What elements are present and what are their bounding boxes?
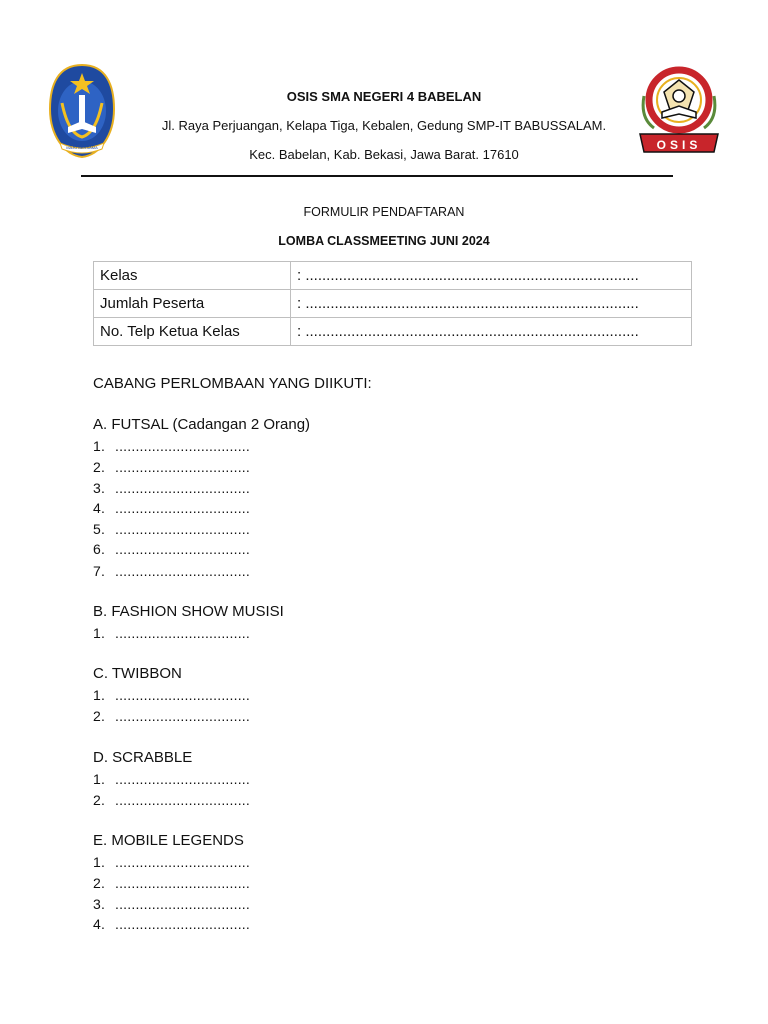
list-item[interactable]: 2. ................................. — [93, 875, 250, 891]
list-item[interactable]: 7. ................................. — [93, 563, 250, 579]
table-label-no-telp: No. Telp Ketua Kelas — [94, 318, 291, 346]
list-item[interactable]: 1. ................................. — [93, 625, 250, 641]
list-item[interactable]: 2. ................................. — [93, 708, 250, 724]
table-field-kelas[interactable]: : ................................................................................ — [291, 262, 692, 290]
address-line-2: Kec. Babelan, Kab. Bekasi, Jawa Barat. 17610 — [249, 147, 519, 162]
list-item[interactable]: 4. ................................. — [93, 500, 250, 516]
list-item[interactable]: 3. ................................. — [93, 896, 250, 912]
list-item[interactable]: 1. ................................. — [93, 687, 250, 703]
list-item[interactable]: 2. ................................. — [93, 459, 250, 475]
table-field-no-telp[interactable]: : ................................................................................ — [291, 318, 692, 346]
branch-title-twibbon: C. TWIBBON — [93, 665, 182, 682]
table-row — [94, 262, 692, 290]
branch-title-mobile-legends: E. MOBILE LEGENDS — [93, 832, 244, 849]
form-title: FORMULIR PENDAFTARAN — [303, 205, 465, 219]
header-divider — [81, 175, 673, 177]
list-item[interactable]: 2. ................................. — [93, 792, 250, 808]
list-item[interactable]: 1. ................................. — [93, 854, 250, 870]
list-item[interactable]: 5. ................................. — [93, 521, 250, 537]
form-subtitle: LOMBA CLASSMEETING JUNI 2024 — [278, 234, 490, 248]
osis-badge-text: OSIS — [656, 138, 702, 152]
table-label-kelas: Kelas — [94, 262, 291, 290]
table-label-jumlah-peserta: Jumlah Peserta — [94, 290, 291, 318]
table-field-jumlah-peserta[interactable]: : ................................................................................ — [291, 290, 692, 318]
table-row — [94, 290, 692, 318]
list-item[interactable]: 3. ................................. — [93, 480, 250, 496]
list-item[interactable]: 1. ................................. — [93, 438, 250, 454]
list-item[interactable]: 4. ................................. — [93, 916, 250, 932]
branch-title-fashion-show: B. FASHION SHOW MUSISI — [93, 603, 284, 620]
address-line-1: Jl. Raya Perjuangan, Kelapa Tiga, Kebalen, Gedung SMP-IT BABUSSALAM. — [161, 118, 607, 133]
info-table — [93, 261, 692, 346]
list-item[interactable]: 6. ................................. — [93, 541, 250, 557]
org-title: OSIS SMA NEGERI 4 BABELAN — [286, 89, 482, 104]
list-item[interactable]: 1. ................................. — [93, 771, 250, 787]
branch-title-futsal: A. FUTSAL (Cadangan 2 Orang) — [93, 416, 311, 433]
branch-title-scrabble: D. SCRABBLE — [93, 749, 193, 766]
branches-heading: CABANG PERLOMBAAN YANG DIIKUTI: — [93, 375, 372, 392]
crest-ribbon-text: MAJU BERSAMA — [66, 145, 98, 150]
table-row — [94, 318, 692, 346]
